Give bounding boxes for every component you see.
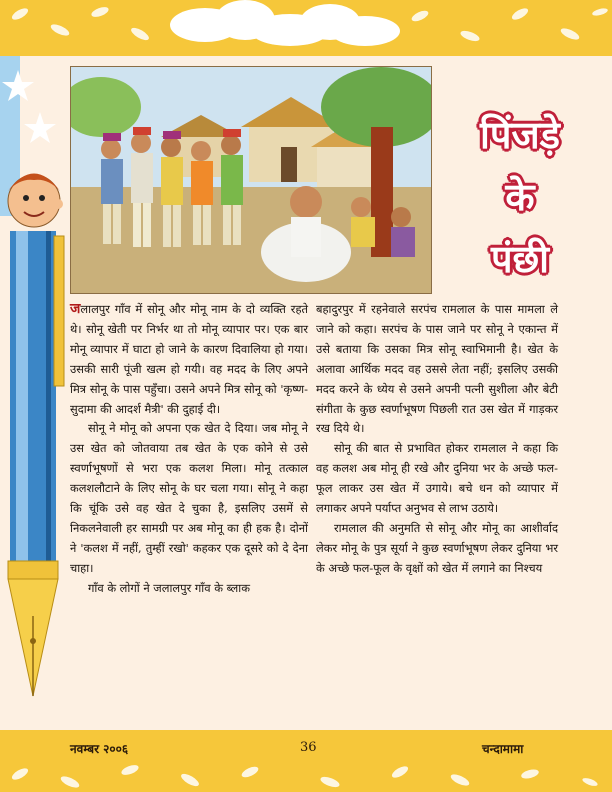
village-meeting-illustration-icon (71, 67, 431, 293)
title-line-1: पिंजड़े (480, 113, 560, 157)
story-column-right (316, 300, 558, 579)
story-illustration (70, 66, 432, 294)
paragraph: सोनू ने मोनू को अपना एक खेत दे दिया। जब मोनू ने उस खेत को जोतवाया तब खेत के एक कोने से उसे स्वर्णाभूषणों से भरा एक कलश मिला। मोनू तत्काल कलशलौटाने के लिए सोनू के घर चला गया। सोनू ने कहा कि चूंकि उसे वह खेत दे चुका है, इसलिए उसमें से निकलनेवाली हर सामग्री पर अब मोनू का ही हक है। दोनों ने 'कलश में नहीं, तुम्हीं रखो' कहकर एक दूसरे को दे देना चाहा। (70, 421, 308, 575)
page-footer (0, 730, 612, 792)
top-decorative-border (0, 0, 612, 56)
pen-decoration-icon (0, 56, 68, 730)
paragraph: गाँव के लोगों ने जलालपुर गाँव के ब्लाक (88, 580, 250, 595)
drop-cap: ज (70, 301, 81, 317)
title-line-2: के (505, 175, 535, 219)
magazine-name: चन्दामामा (482, 742, 524, 756)
story-column-left (70, 300, 308, 599)
issue-date: नवम्बर २००६ (70, 742, 129, 756)
cloud-icon (330, 16, 400, 46)
paragraph: बहादुरपुर में रहनेवाले सरपंच रामलाल के पास मामला ले जाने को कहा। सरपंच के पास जाने पर सोनू ने एकान्त में उसे बताया कि उसका मित्र सोनू स्वाभिमानी है। खेत के अलावा आर्थिक मदद वह उससे लेता नहीं; इसलिए उसकी मदद करने के ध्येय से उसने अपनी पत्नी सुशीला और बेटी संगीता के कुछ स्वर्णाभूषण पिछली रात उस खेत में गाड़कर रख दिये थे। (316, 302, 558, 436)
paragraph: जलालपुर गाँव में सोनू और मोनू नाम के दो व्यक्ति रहते थे। सोनू खेती पर निर्भर था तो मोनू व्यापार पर। एक बार मोनू व्यापार में घाटा हो जाने के कारण दिवालिया हो गया। उसकी सारी पूंजी खत्म हो गयी। वह मदद के लिए अपने मित्र सोनू के पास पहुँचा। उसने अपने मित्र सोनू को 'कृष्ण-सुदामा की आदर्श मैत्री' की दुहाई दी। (70, 301, 308, 416)
paragraph: रामलाल की अनुमति से सोनू और मोनू का आशीर्वाद लेकर मोनू के पुत्र सूर्या ने कुछ स्वर्णाभूषण लेकर दुनिया भर के अच्छे फल-फूल के वृक्षों को खेत में लगाने का निश्चय (316, 520, 558, 575)
title-line-3: पंछी (490, 237, 550, 281)
page-number: 36 (300, 740, 317, 755)
paragraph: सोनू की बात से प्रभावित होकर रामलाल ने कहा कि वह कलश अब मोनू ही रखे और दुनिया भर के अच्छे फल-फूल लाकर उस खेत में उगाये। बचे धन को व्यापार में लगाकर अपने पर्याप्त अनुभव से लाभ उठाये। (316, 441, 558, 516)
story-title (440, 104, 600, 290)
